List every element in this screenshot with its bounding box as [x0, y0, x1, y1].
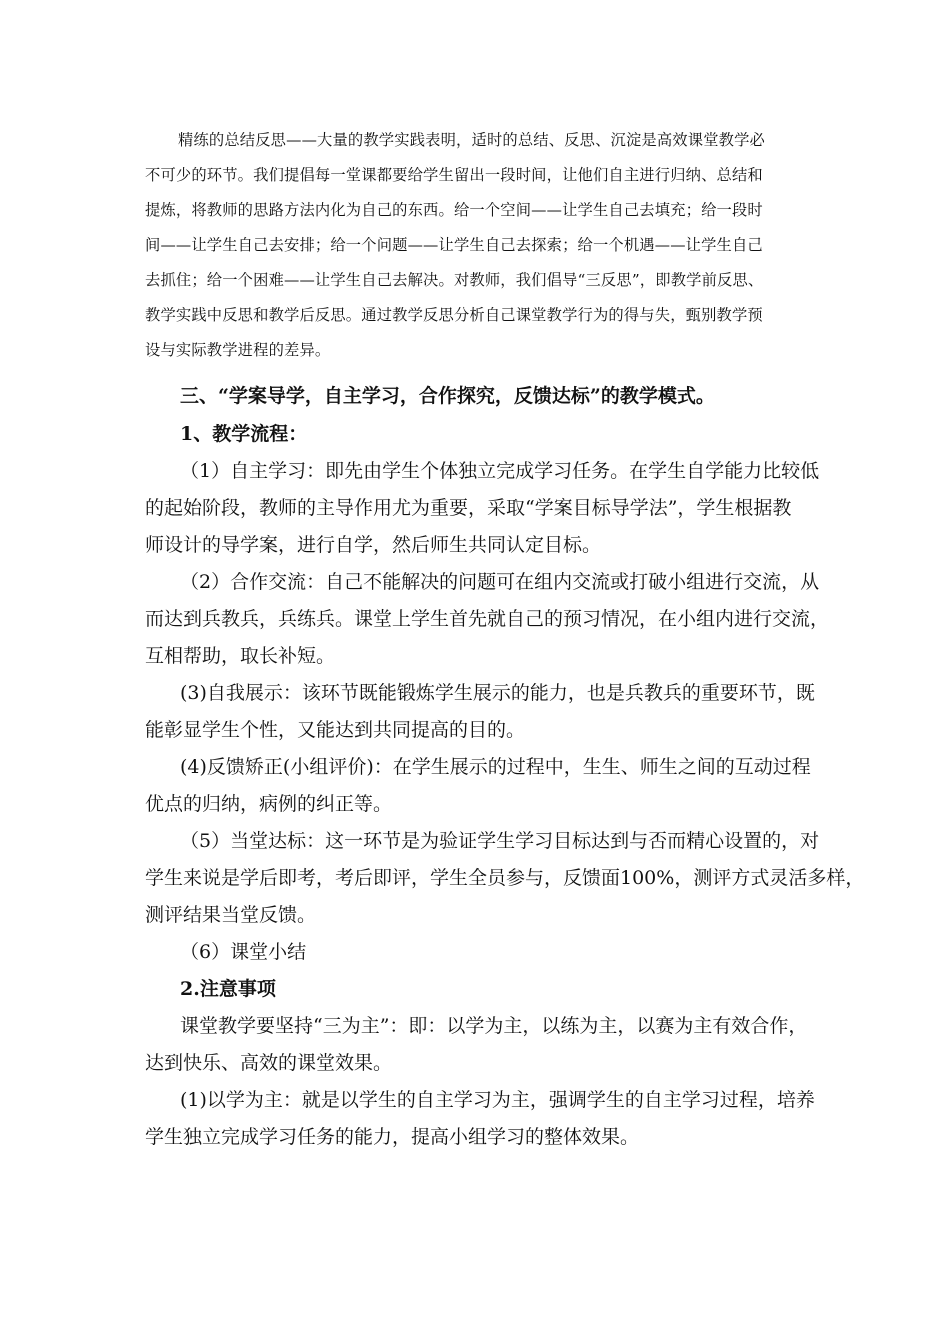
- step-2-line-1: （2）合作交流：自己不能解决的问题可在组内交流或打破小组进行交流，从: [180, 571, 820, 593]
- step-1-line-1: （1）自主学习：即先由学生个体独立完成学习任务。在学生自学能力比较低: [180, 460, 820, 482]
- notes-line-1: 课堂教学要坚持“三为主”：即：以学为主，以练为主，以赛为主有效合作，: [180, 1015, 808, 1037]
- intro-line-2: 不可少的环节。我们提倡每一堂课都要给学生留出一段时间，让他们自主进行归纳、总结和: [145, 166, 763, 184]
- intro-line-7: 设与实际教学进程的差异。: [145, 341, 331, 359]
- intro-line-3: 提炼，将教师的思路方法内化为自己的东西。给一个空间——让学生自己去填充；给一段时: [145, 201, 763, 219]
- step-3-line-1: (3)自我展示：该环节既能锻炼学生展示的能力，也是兵教兵的重要环节，既: [180, 682, 815, 704]
- teaching-process-heading: 1、教学流程：: [180, 423, 308, 445]
- step-5-line-3: 测评结果当堂反馈。: [145, 904, 317, 926]
- step-4-line-2: 优点的归纳，病例的纠正等。: [145, 793, 393, 815]
- step-2-line-3: 互相帮助，取长补短。: [145, 645, 336, 667]
- step-6-line: （6）课堂小结: [180, 941, 307, 963]
- step-1-line-2: 的起始阶段，教师的主导作用尤为重要，采取“学案目标导学法”，学生根据教: [145, 497, 792, 519]
- step-4-line-1: (4)反馈矫正(小组评价)：在学生展示的过程中，生生、师生之间的互动过程: [180, 756, 811, 778]
- notes-heading: 2.注意事项: [180, 978, 276, 1000]
- note-1-line-1: (1)以学为主：就是以学生的自主学习为主，强调学生的自主学习过程，培养: [180, 1089, 815, 1111]
- intro-line-1: 精练的总结反思——大量的教学实践表明，适时的总结、反思、沉淀是高效课堂教学必: [178, 131, 765, 149]
- step-2-line-2: 而达到兵教兵，兵练兵。课堂上学生首先就自己的预习情况，在小组内进行交流，: [145, 608, 830, 630]
- section-3-heading: 三、“学案导学，自主学习，合作探究，反馈达标”的教学模式。: [180, 385, 715, 407]
- note-1-line-2: 学生独立完成学习任务的能力，提高小组学习的整体效果。: [145, 1126, 640, 1148]
- notes-line-2: 达到快乐、高效的课堂效果。: [145, 1052, 393, 1074]
- step-5-line-1: （5）当堂达标：这一环节是为验证学生学习目标达到与否而精心设置的，对: [180, 830, 820, 852]
- intro-line-5: 去抓住；给一个困难——让学生自己去解决。对教师，我们倡导“三反思”，即教学前反思、: [145, 271, 764, 289]
- step-5-line-2: 学生来说是学后即考，考后即评，学生全员参与，反馈面100%，测评方式灵活多样，: [145, 867, 865, 889]
- intro-line-6: 教学实践中反思和教学后反思。通过教学反思分析自己课堂教学行为的得与失，甄别教学预: [145, 306, 763, 324]
- step-1-line-3: 师设计的导学案，进行自学，然后师生共同认定目标。: [145, 534, 602, 556]
- step-3-line-2: 能彰显学生个性，又能达到共同提高的目的。: [145, 719, 526, 741]
- intro-line-4: 间——让学生自己去安排；给一个问题——让学生自己去探索；给一个机遇——让学生自己: [145, 236, 763, 254]
